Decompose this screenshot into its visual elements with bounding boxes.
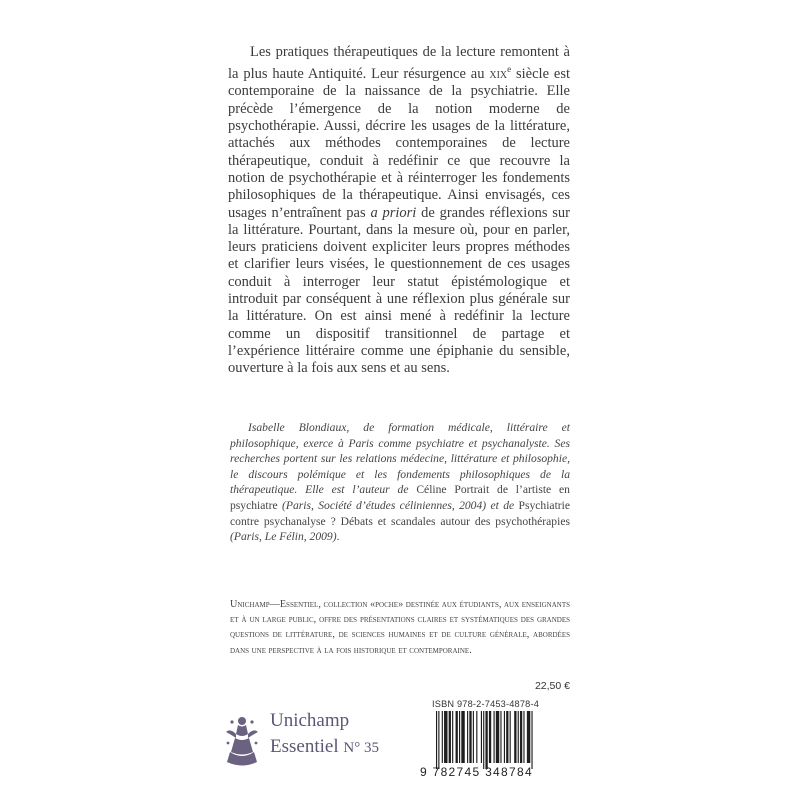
bio-text-1: Isabelle Blondiaux, de formation médicale, littéraire et philosophique, exerce à Paris comme psychiatre et psychanalyste. Ses recherches portent sur les relations médecine, littérature et philosophie, le discours polémique et les fondements philosophiques de la thérapeutique. Elle est l’auteur de (230, 421, 570, 497)
series-line-1: Unichamp (270, 710, 350, 731)
bio-text-2: (Paris, Société d’études céliniennes, 2004) et de (282, 498, 519, 512)
book-summary (228, 44, 570, 377)
series-line-2 (270, 734, 379, 761)
summary-italic: a priori (370, 204, 417, 221)
summary-century-sup: e (507, 64, 512, 75)
bio-book-1: Céline Portrait de l’artiste en psychiatre (230, 483, 570, 512)
summary-text-3: de grandes réflexions sur la littérature. Pourtant, dans la mesure où, pour en parler, leurs praticiens doivent expliciter leurs propres méthodes et clarifier leurs visées, le questionnement de ces usages conduit à interroger leur statut épistémologique et introduit par conséquent à une réflexion plus générale sur la littérature. On est ainsi mené à redéfinir la lecture comme un dispositif transitionnel de partage et l’expérience littéraire comme une épiphanie du sensible, ouverture à la fois aux sens et au sens. (228, 204, 570, 377)
bio-text-3: (Paris, Le Félin, 2009) (230, 530, 337, 544)
summary-text-1: Les pratiques thérapeutiques de la lecture remontent à la plus haute Antiquité. Leur résurgence au (228, 44, 570, 83)
bio-end: . (336, 530, 340, 544)
price: 22,50 € (534, 680, 570, 692)
bio-book-2: Psychiatrie contre psychanalyse ? Débats et scandales autour des psychothérapies (230, 498, 571, 528)
isbn: ISBN 978-2-7453-4878-4 (432, 699, 540, 709)
series-number: N° 35 (343, 740, 379, 756)
summary-century: xix (489, 66, 508, 83)
summary-text-2: siècle est contemporaine de la naissance de la psychiatrie. Elle précède l’émergence de la notion moderne de psychothérapie. Aussi, décrire les usages de la littérature, attachés aux méthodes contemporaines de lecture thérapeutique, conduit à redéfinir ce que recouvre la notion de psychothérapie et à réinterroger les fondements philosophiques de la thérapeutique. Ainsi envisagés, ces usages n’entraînent pas (228, 66, 570, 221)
barcode-icon (432, 711, 572, 771)
author-bio (230, 420, 570, 545)
collection-description: Unichamp—Essentiel, collection «poche» destinée aux étudiants, aux enseignants et à un large public, offre des présentations claires et systématiques des grandes questions de littérature, de sciences humaines et de culture générale, abordées dans une perspective à la fois historique et contemporaine. (230, 599, 570, 656)
unichamp-logo-icon (222, 712, 262, 770)
series-name (270, 708, 379, 761)
barcode-digits: 9 782745 348784 (420, 765, 533, 779)
series-line-2-text: Essentiel (270, 736, 339, 757)
